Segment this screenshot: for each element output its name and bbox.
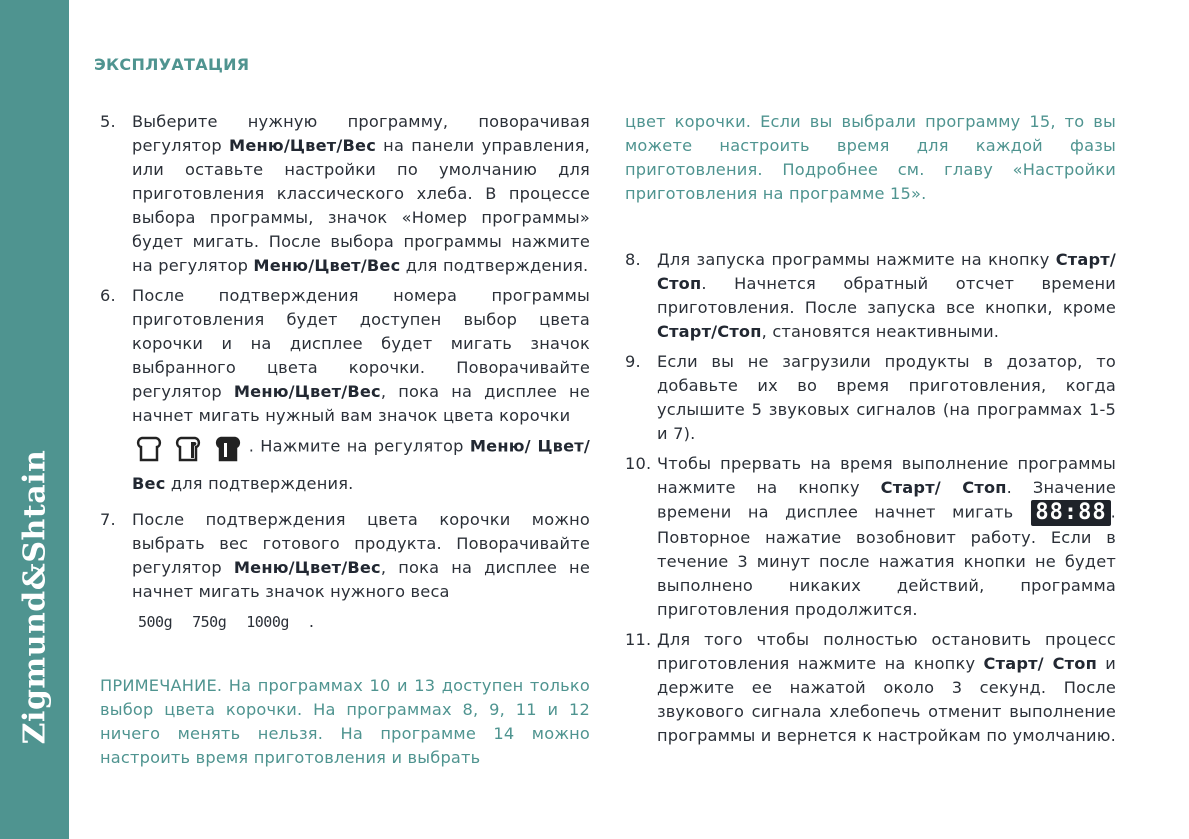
step-number: 10. (625, 454, 652, 473)
step-text: Если вы не загрузили продукты в дозатор, то добавьте их во время приготовления, когда услышите 5 звуковых сигналов (на программах 1-5 и 7). (657, 352, 1116, 443)
crust-medium-icon (175, 436, 201, 462)
text-run: . Повторное нажатие возобновит работу. Если в течение 3 минут после нажатия кнопки не будет выполнено никаких действий, программа приготовления продолжится. (657, 502, 1116, 619)
weight-icons (132, 604, 590, 634)
step-text (657, 628, 1116, 748)
weight-750-icon: 750g (192, 613, 227, 631)
step-number: 6. (100, 286, 116, 305)
step-number: 7. (100, 510, 116, 529)
lcd-display-icon: 88:88 (1031, 500, 1110, 526)
left-column (100, 110, 590, 770)
step-11 (625, 628, 1116, 748)
control-name: Меню/Цвет/Вес (253, 256, 401, 275)
crust-light-icon (136, 436, 162, 462)
text-run: . Нажмите на регулятор (248, 436, 470, 456)
note-text: ПРИМЕЧАНИЕ. На программах 10 и 13 доступен только выбор цвета корочки. На программах 8, 9, 11 и 12 ничего менять нельзя. На программе 14 можно настроить время приготовления и выбрать (100, 676, 590, 767)
step-text (132, 508, 590, 604)
right-column (625, 110, 1116, 754)
text-run: и держите ее нажатой около 3 секунд. После звукового сигнала хлебопечь отменит выполнение программы и вернется к настройкам по умолчанию. (657, 654, 1116, 745)
control-name: Меню/ Цвет/Вес (132, 436, 591, 493)
text-run: Для того чтобы полностью остановить процесс приготовления нажмите на кнопку (657, 630, 1116, 673)
step-text (657, 452, 1116, 622)
control-name: Старт/ Стоп (983, 654, 1097, 673)
text-run: . Значение времени на дисплее начнет мигать (657, 478, 1116, 522)
step-7 (100, 508, 590, 634)
control-name: Меню/Цвет/Вес (233, 558, 381, 577)
text-run: для подтверждения. (165, 474, 354, 493)
step-8 (625, 248, 1116, 344)
text-run: . (308, 612, 315, 631)
step-number: 11. (625, 630, 652, 649)
step-text (132, 110, 590, 278)
text-run: Выберите нужную программу, поворачивая регулятор (132, 112, 590, 155)
control-name: Меню/Цвет/Вес (229, 136, 376, 155)
control-name: Старт/Стоп (657, 250, 1116, 293)
brand-logo: Zigmund&Shtain (17, 449, 53, 745)
note-continuation: цвет корочки. Если вы выбрали программу 15, то вы можете настроить время для каждой фазы приготовления. Подробнее см. главу «Настройки приготовления на программе 15». (625, 112, 1116, 203)
text-run: Для запуска программы нажмите на кнопку (657, 250, 1056, 269)
step-text (657, 248, 1116, 344)
step-5 (100, 110, 590, 278)
step-number: 9. (625, 352, 641, 371)
text-run: , пока на дисплее не начнет мигать нужный вам значок цвета корочки (132, 382, 590, 425)
crust-color-icons (136, 430, 249, 466)
brand-sidebar (0, 0, 69, 839)
text-run: на панели управления, или оставьте настройки по умолчанию для приготовления классического хлеба. В процессе выбора программы, значок «Номер программы» будет мигать. После выбора программы нажмите на регулятор (132, 136, 590, 275)
step-number: 5. (100, 112, 116, 131)
step-text-icons (132, 428, 590, 502)
text-run: , становятся неактивными. (761, 322, 1000, 341)
step-9 (625, 350, 1116, 446)
control-name: Старт/ Стоп (880, 478, 1007, 497)
text-run: После подтверждения цвета корочки можно выбрать вес готового продукта. Поворачивайте регулятор (132, 510, 590, 577)
weight-500-icon: 500g (138, 613, 173, 631)
weight-1000-icon: 1000g (246, 613, 289, 631)
text-run: , пока на дисплее не начнет мигать значок нужного веса (132, 558, 590, 601)
step-10 (625, 452, 1116, 622)
text-run: . Начнется обратный отсчет времени приготовления. После запуска все кнопки, кроме (657, 274, 1116, 317)
step-number: 8. (625, 250, 641, 269)
text-run: для подтверждения. (400, 256, 589, 275)
control-name: Меню/Цвет/Вес (233, 382, 381, 401)
weight-options (138, 610, 309, 634)
step-text (132, 284, 590, 428)
step-6 (100, 284, 590, 502)
control-name: Старт/Стоп (657, 322, 762, 341)
text-run: После подтверждения номера программы приготовления будет доступен выбор цвета корочки и на дисплее будет мигать значок выбранного цвета корочки. Поворачивайте регулятор (132, 286, 590, 401)
crust-dark-icon (215, 436, 241, 462)
text-run: Чтобы прервать на время выполнение программы нажмите на кнопку (657, 454, 1116, 497)
section-title: ЭКСПЛУАТАЦИЯ (94, 55, 250, 74)
